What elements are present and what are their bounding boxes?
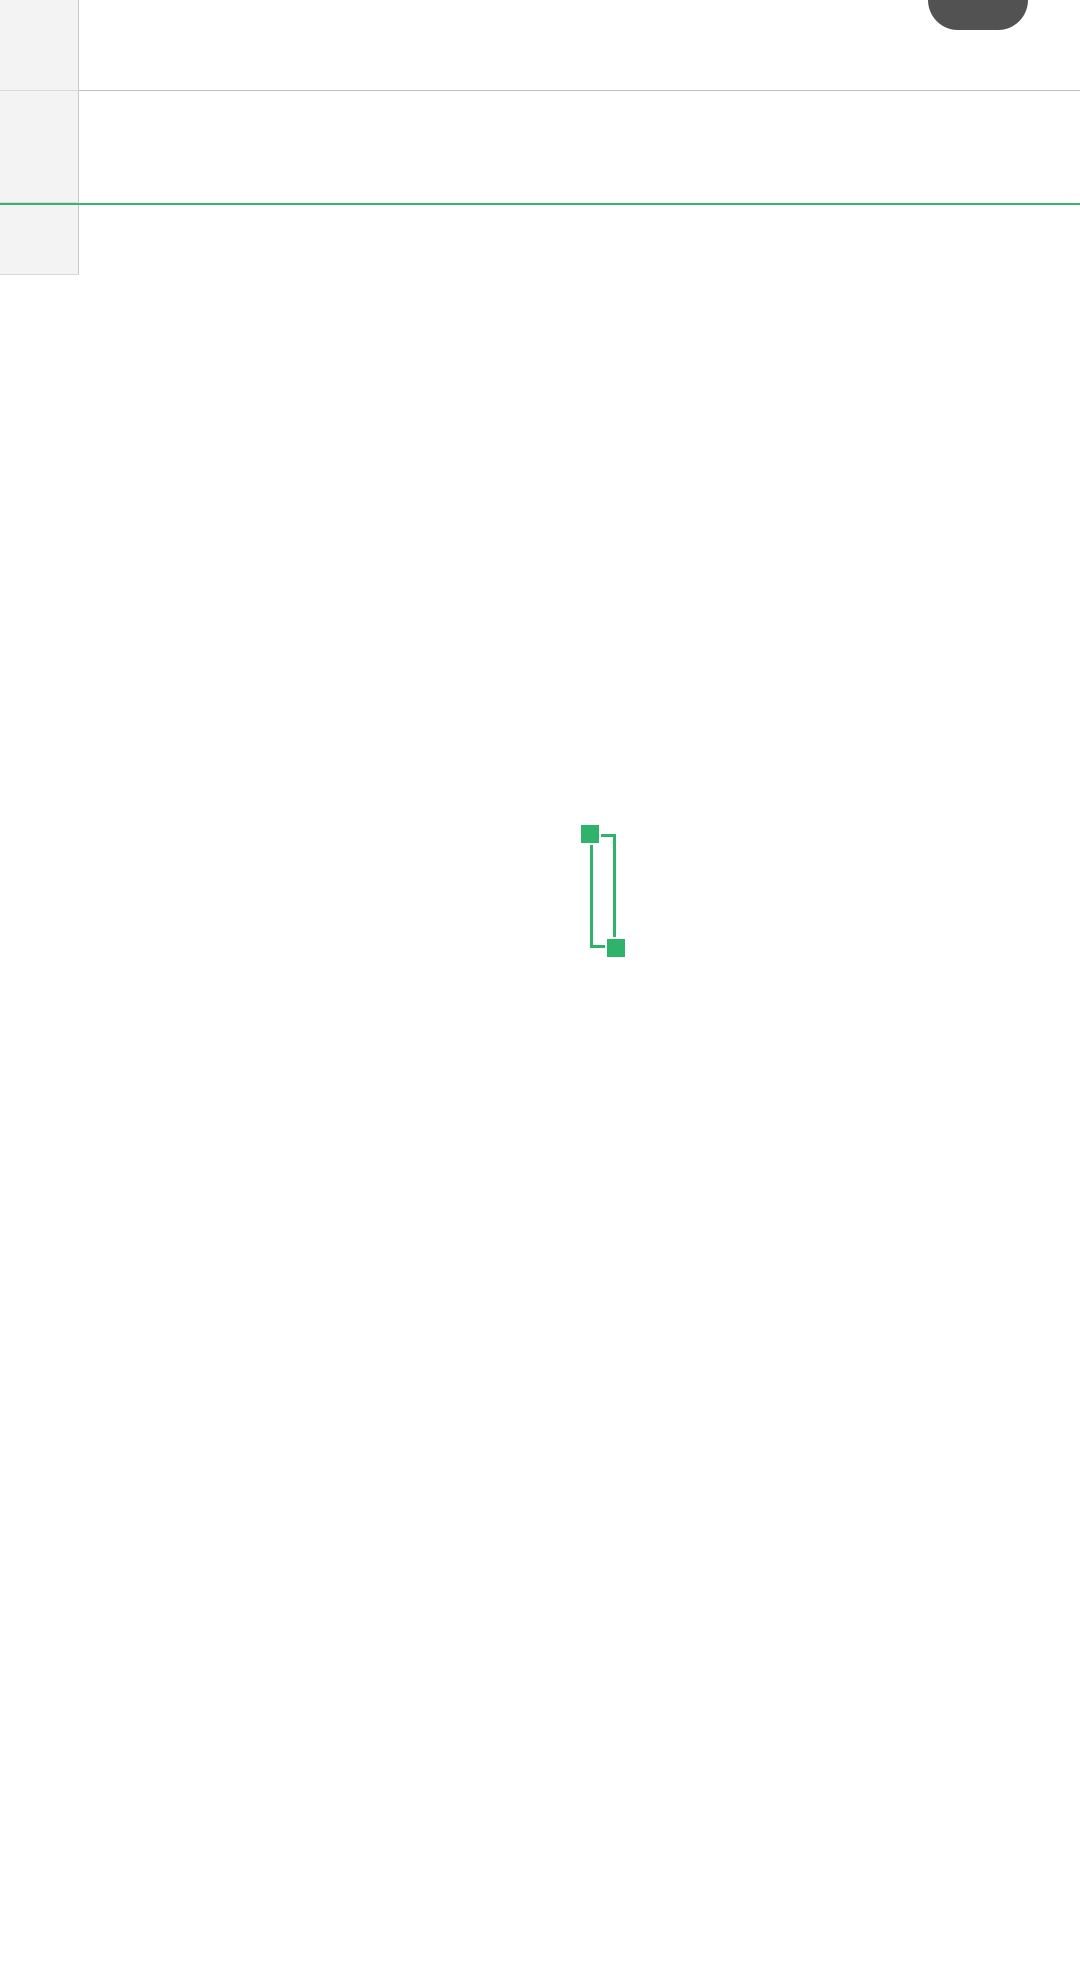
header-row [79, 91, 1080, 203]
row-header-3[interactable] [0, 91, 79, 203]
floating-badge-icon[interactable] [928, 0, 1028, 30]
title-row[interactable] [79, 0, 1080, 91]
row-header-2[interactable] [0, 0, 79, 91]
selection-handle-bottom-icon[interactable] [605, 937, 627, 959]
selection-handle-top-icon[interactable] [579, 823, 601, 845]
row-header-partial[interactable] [0, 205, 79, 275]
cell-selection [590, 834, 616, 948]
partial-row [79, 205, 1080, 275]
freeze-pane-divider [0, 203, 1080, 205]
